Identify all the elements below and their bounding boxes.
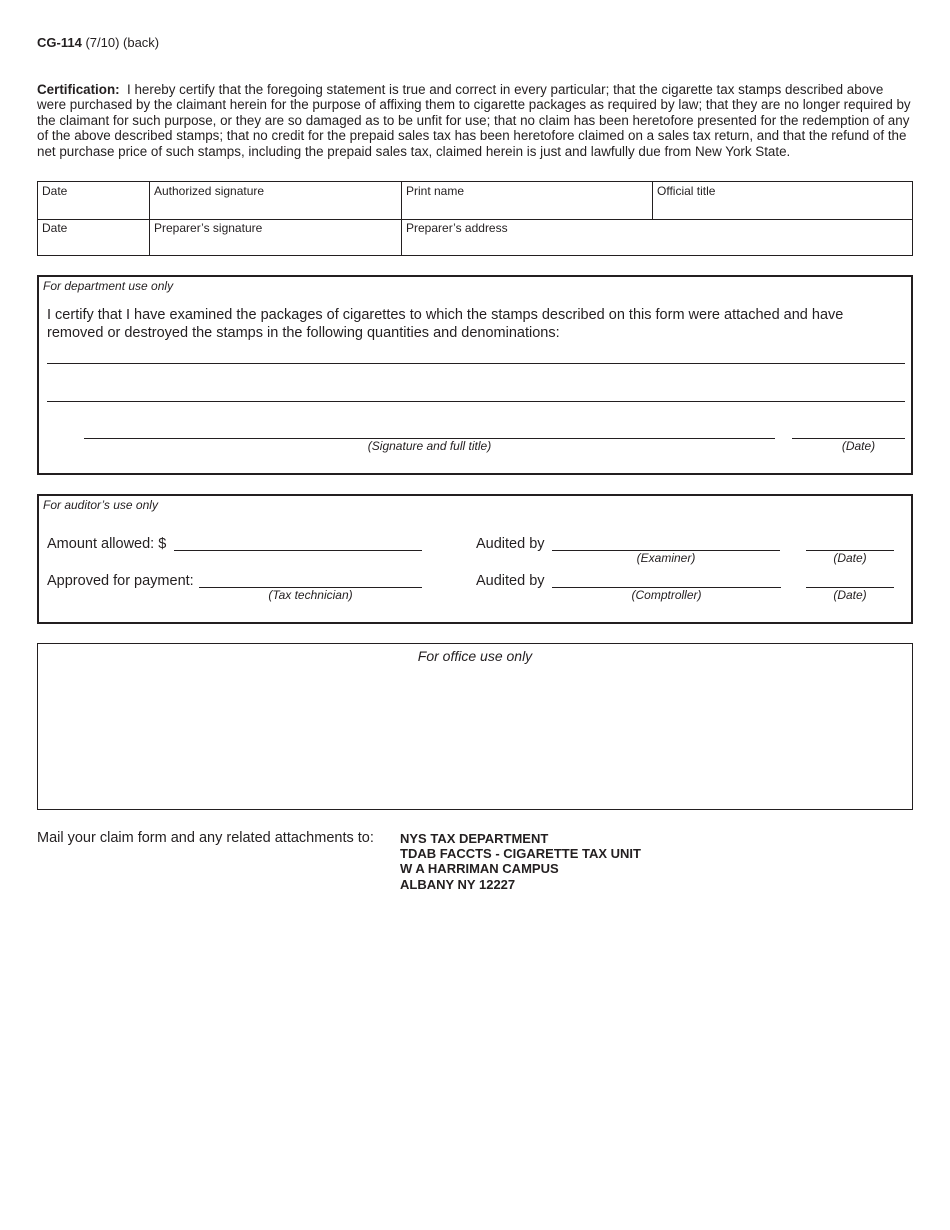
date-field-preparer[interactable] (38, 219, 150, 256)
examiner-caption: (Examiner) (636, 551, 696, 565)
official-title-label: Official title (657, 184, 716, 198)
amount-allowed-line[interactable] (174, 550, 422, 551)
tax-technician-caption: (Tax technician) (268, 588, 353, 602)
preparer-address-field[interactable] (402, 219, 912, 256)
signature-row-preparer (38, 219, 912, 256)
address-line: ALBANY NY 12227 (400, 876, 516, 892)
print-name-label: Print name (406, 184, 465, 198)
address-line: W A HARRIMAN CAMPUS (400, 861, 559, 877)
preparer-signature-label: Preparer’s signature (154, 221, 263, 235)
comptroller-date-caption: (Date) (833, 588, 867, 602)
department-use-box (37, 275, 913, 475)
certification-paragraph (37, 82, 913, 159)
preparer-signature-field[interactable] (150, 219, 402, 256)
audited-by-comptroller-label: Audited by (476, 573, 545, 589)
date-label: Date (42, 184, 68, 198)
address-line: TDAB FACCTS - CIGARETTE TAX UNIT (400, 846, 641, 862)
auditor-use-label: For auditor’s use only (43, 498, 158, 512)
date-caption: (Date) (841, 439, 876, 453)
print-name-field[interactable] (402, 182, 653, 219)
form-number: CG-114 (37, 35, 82, 50)
auditor-use-box (37, 494, 913, 624)
certification-text: I hereby certify that the foregoing statement is true and correct in every particular; that the cigarette tax stamps described above were purchased by the claimant herein for the purpose of affixing them to cigarette packages as required by law; that they are no longer required by the claimant for such purpose, or they are so damaged as to be unfit for use; that no claim has been heretofore presented for the redemption of any of the above described stamps; that no credit for the prepaid sales tax has been heretofore claimed on a sales tax return, and that the refund of the net purchase price of such stamps, including the prepaid sales tax, claimed herein is just and lawfully due from New York State. (37, 82, 911, 159)
comptroller-caption: (Comptroller) (631, 588, 702, 602)
preparer-address-label: Preparer’s address (406, 221, 508, 235)
certification-lead: Certification: (37, 82, 120, 97)
amount-allowed-label: Amount allowed: $ (47, 536, 167, 552)
official-title-field[interactable] (653, 182, 912, 219)
authorized-signature-field[interactable] (150, 182, 402, 219)
authorized-signature-label: Authorized signature (154, 184, 265, 198)
mailing-instruction: Mail your claim form and any related attachments to: (37, 830, 374, 846)
department-use-label: For department use only (43, 279, 174, 293)
form-identifier (37, 35, 159, 50)
signature-caption: (Signature and full title) (367, 439, 492, 453)
audited-by-examiner-label: Audited by (476, 536, 545, 552)
denominations-line-1[interactable] (47, 363, 905, 364)
denominations-line-2[interactable] (47, 401, 905, 402)
office-use-box (37, 643, 913, 810)
approved-for-payment-label: Approved for payment: (47, 573, 194, 589)
date-label: Date (42, 221, 68, 235)
signature-table (37, 181, 913, 256)
office-use-label: For office use only (417, 648, 533, 664)
examiner-date-caption: (Date) (833, 551, 867, 565)
signature-row-authorized (38, 182, 912, 220)
date-field-authorized[interactable] (38, 182, 150, 219)
form-revision: (7/10) (back) (85, 35, 160, 50)
mailing-address (400, 831, 641, 892)
address-line: NYS TAX DEPARTMENT (400, 831, 549, 846)
department-statement: I certify that I have examined the packages of cigarettes to which the stamps described on this form were attached and have removed or destroyed the stamps in the following quantities and denominations: (47, 307, 844, 341)
